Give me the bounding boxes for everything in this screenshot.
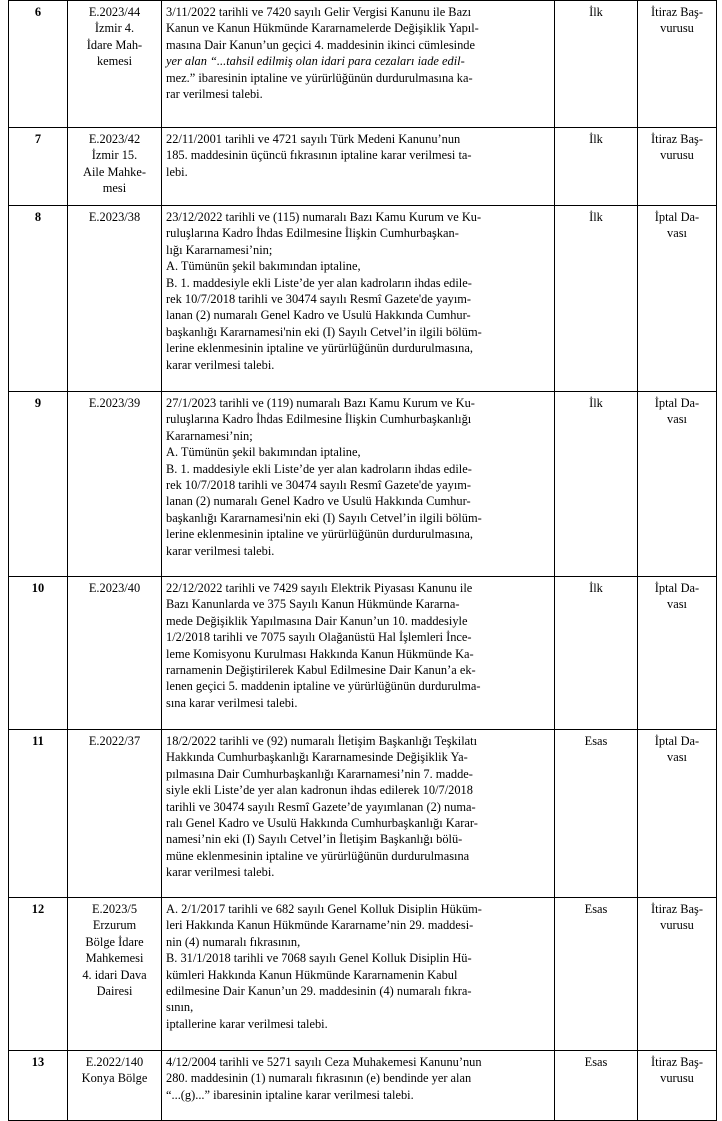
case-subject <box>162 1051 555 1121</box>
subject-line: A. Tümünün şekil bakımından iptaline, <box>166 445 361 460</box>
subject-line: A. 2/1/2017 tarihli ve 682 sayılı Genel Kolluk Disiplin Hüküm- <box>166 902 482 916</box>
case-type <box>638 1 717 128</box>
case-stage: Esas <box>555 730 638 898</box>
case-stage: İlk <box>555 1 638 128</box>
case-number <box>68 392 162 577</box>
subject-line: sına karar verilmesi talebi. <box>166 695 298 710</box>
subject-line: 18/2/2022 tarihli ve (92) numaralı İletişim Başkanlığı Teşkilatı <box>166 734 478 748</box>
case-number-line: E.2023/39 <box>88 396 141 410</box>
subject-line: siyle ekli Liste’de yer alan kadronun ihdas edilerek 10/7/2018 <box>166 783 473 798</box>
case-type-line: vurusu <box>660 148 694 163</box>
subject-line: rek 10/7/2018 tarihli ve 30474 sayılı Resmî Gazete'de yayım- <box>166 292 472 307</box>
case-number-line: Dairesi <box>96 984 133 999</box>
case-stage: Esas <box>555 1051 638 1121</box>
case-subject <box>162 898 555 1051</box>
case-number <box>68 1051 162 1121</box>
subject-line: ralı Genel Kadro ve Usulü Hakkında Cumhurbaşkanlığı Karar- <box>166 816 478 831</box>
case-type <box>638 392 717 577</box>
subject-line: “...(g)...” ibaresinin iptaline karar verilmesi talebi. <box>166 1087 414 1102</box>
subject-line: lanan (2) numaralı Genel Kadro ve Usulü Hakkında Cumhur- <box>166 494 471 509</box>
subject-line: rek 10/7/2018 tarihli ve 30474 sayılı Resmî Gazete'de yayım- <box>166 478 472 493</box>
case-type <box>638 128 717 206</box>
subject-line: lerine eklenmesinin iptaline ve yürürlüğünün durdurulmasına, <box>166 527 473 542</box>
table-row <box>9 898 717 1051</box>
case-type <box>638 206 717 392</box>
row-number: 6 <box>9 1 68 128</box>
subject-line: başkanlığı Kararnamesi'nin eki (I) Sayılı Cetvel’in ilgili bölüm- <box>166 324 482 339</box>
case-docket-table <box>8 0 717 1121</box>
case-number <box>68 577 162 730</box>
subject-line: mede Değişiklik Yapılmasına Dair Kanun’un 10. maddesiyle <box>166 613 468 628</box>
subject-line: Hakkında Cumhurbaşkanlığı Kararnamesinde Değişiklik Ya- <box>166 750 468 765</box>
subject-line: Bazı Kanunlarda ve 375 Sayılı Kanun Hükmünde Kararna- <box>166 597 460 612</box>
case-number-line: İzmir 4. <box>94 21 135 36</box>
subject-line: başkanlığı Kararnamesi'nin eki (I) Sayılı Cetvel’in ilgili bölüm- <box>166 510 482 525</box>
case-number-line: E.2023/40 <box>88 581 141 595</box>
row-number: 8 <box>9 206 68 392</box>
table-row <box>9 128 717 206</box>
case-subject <box>162 1 555 128</box>
table-row <box>9 1 717 128</box>
subject-line: müne eklenmesinin iptaline ve yürürlüğünün durdurulmasına <box>166 848 470 863</box>
case-number-line: Erzurum <box>92 918 137 933</box>
case-stage: İlk <box>555 577 638 730</box>
case-number-line: E.2022/140 <box>85 1055 144 1069</box>
case-number-line: 4. idari Dava <box>82 967 147 982</box>
subject-line: iptallerine karar verilmesi talebi. <box>166 1016 328 1031</box>
subject-line: lebi. <box>166 164 188 179</box>
subject-line: namesi’nin eki (I) Sayılı Cetvel’in İletişim Başkanlığı bölü- <box>166 832 463 847</box>
subject-line: leri Hakkında Kanun Hükmünde Kararname’nin 29. maddesi- <box>166 918 474 933</box>
case-subject <box>162 577 555 730</box>
case-number <box>68 730 162 898</box>
subject-line: leme Komisyonu Kurulması Hakkında Kanun Hükmünde Ka- <box>166 646 474 661</box>
subject-line-italic: yer alan “...tahsil edilmiş olan idari para cezaları iade edil- <box>166 54 465 69</box>
case-stage: İlk <box>555 206 638 392</box>
case-type-line: İptal Da- <box>654 581 700 595</box>
case-type <box>638 577 717 730</box>
case-number <box>68 898 162 1051</box>
case-number-line: İdare Mah- <box>86 37 143 52</box>
subject-line: rarnamenin Değiştirilerek Kabul Edilmesine Dair Kanun’a ek- <box>166 663 476 678</box>
case-type-line: vurusu <box>660 21 694 36</box>
case-number-line: E.2023/44 <box>88 5 141 19</box>
case-number <box>68 206 162 392</box>
subject-line: lerine eklenmesinin iptaline ve yürürlüğünün durdurulmasına, <box>166 341 473 356</box>
subject-line: Kanun ve Kanun Hükmünde Kararnamelerde Değişiklik Yapıl- <box>166 21 479 36</box>
case-number-line: E.2023/5 <box>91 902 138 916</box>
subject-line: karar verilmesi talebi. <box>166 543 275 558</box>
case-stage: İlk <box>555 392 638 577</box>
subject-line: A. Tümünün şekil bakımından iptaline, <box>166 259 361 274</box>
subject-line: B. 1. maddesiyle ekli Liste’de yer alan kadroların ihdas edile- <box>166 461 472 476</box>
table-row <box>9 392 717 577</box>
subject-line: ruluşlarına Kadro İhdas Edilmesine İlişkin Cumhurbaşkanlığı <box>166 412 472 427</box>
subject-line: tarihli ve 30474 sayılı Resmî Gazete’de yayımlanan (2) numa- <box>166 799 476 814</box>
case-number-line: İzmir 15. <box>91 148 138 163</box>
subject-line: B. 31/1/2018 tarihli ve 7068 sayılı Genel Kolluk Disiplin Hü- <box>166 951 472 966</box>
case-number-line: Aile Mahke- <box>83 164 146 179</box>
case-number-line: kemesi <box>96 54 133 69</box>
case-number-line: Bölge İdare <box>85 934 144 949</box>
case-number-line: mesi <box>102 181 127 196</box>
subject-line: nin (4) numaralı fıkrasının, <box>166 934 301 949</box>
subject-line: masına Dair Kanun’un geçici 4. maddesinin ikinci cümlesinde <box>166 37 475 52</box>
subject-line: sının, <box>166 1000 194 1015</box>
row-number: 9 <box>9 392 68 577</box>
row-number: 11 <box>9 730 68 898</box>
subject-line: ruluşlarına Kadro İhdas Edilmesine İlişkin Cumhurbaşkan- <box>166 226 459 241</box>
case-number <box>68 1 162 128</box>
case-subject <box>162 392 555 577</box>
subject-line: 22/12/2022 tarihli ve 7429 sayılı Elektrik Piyasası Kanunu ile <box>166 581 473 595</box>
subject-line: 185. maddesinin üçüncü fıkrasının iptaline karar verilmesi ta- <box>166 148 472 163</box>
subject-line: 23/12/2022 tarihli ve (115) numaralı Bazı Kamu Kurum ve Ku- <box>166 210 482 224</box>
subject-line: 4/12/2004 tarihli ve 5271 sayılı Ceza Muhakemesi Kanunu’nun <box>166 1055 482 1069</box>
table-row <box>9 1051 717 1121</box>
case-type-line: vurusu <box>660 1071 694 1086</box>
case-type-line: vası <box>667 750 687 765</box>
subject-line: karar verilmesi talebi. <box>166 865 275 880</box>
case-number-line: Konya Bölge <box>81 1071 148 1086</box>
case-type <box>638 898 717 1051</box>
subject-line: lığı Kararnamesi’nin; <box>166 242 273 257</box>
row-number: 13 <box>9 1051 68 1121</box>
case-type-line: vası <box>667 597 687 612</box>
case-stage: Esas <box>555 898 638 1051</box>
case-type <box>638 730 717 898</box>
subject-line: B. 1. maddesiyle ekli Liste’de yer alan kadroların ihdas edile- <box>166 275 472 290</box>
case-type-line: İtiraz Baş- <box>651 902 703 916</box>
subject-line: lanan (2) numaralı Genel Kadro ve Usulü Hakkında Cumhur- <box>166 308 471 323</box>
case-subject <box>162 206 555 392</box>
case-subject <box>162 128 555 206</box>
row-number: 7 <box>9 128 68 206</box>
subject-line: 22/11/2001 tarihli ve 4721 sayılı Türk Medeni Kanunu’nun <box>166 132 461 146</box>
table-row <box>9 206 717 392</box>
subject-line: karar verilmesi talebi. <box>166 357 275 372</box>
case-docket-body <box>9 1 717 1121</box>
case-number-line: Mahkemesi <box>85 951 144 966</box>
table-row <box>9 577 717 730</box>
subject-line: pılmasına Dair Cumhurbaşkanlığı Kararnamesi’nin 7. madde- <box>166 766 473 781</box>
case-type <box>638 1051 717 1121</box>
case-type-line: İtiraz Baş- <box>651 5 703 19</box>
case-number-line: E.2023/38 <box>88 210 141 224</box>
row-number: 12 <box>9 898 68 1051</box>
subject-line: 3/11/2022 tarihli ve 7420 sayılı Gelir Vergisi Kanunu ile Bazı <box>166 5 472 19</box>
subject-line: kümleri Hakkında Kanun Hükmünde Kararnamenin Kabul <box>166 967 458 982</box>
row-number: 10 <box>9 577 68 730</box>
subject-line: mez.” ibaresinin iptaline ve yürürlüğünün durdurulmasına ka- <box>166 70 473 85</box>
subject-line: Kararnamesi’nin; <box>166 428 253 443</box>
case-number <box>68 128 162 206</box>
case-type-line: İtiraz Baş- <box>651 1055 703 1069</box>
case-stage: İlk <box>555 128 638 206</box>
case-type-line: İptal Da- <box>654 396 700 410</box>
subject-line: rar verilmesi talebi. <box>166 87 263 102</box>
case-type-line: İptal Da- <box>654 734 700 748</box>
case-number-line: E.2022/37 <box>88 734 141 748</box>
table-row <box>9 730 717 898</box>
case-type-line: İptal Da- <box>654 210 700 224</box>
subject-line: edilmesine Dair Kanun’un 29. maddesinin (4) numaralı fıkra- <box>166 984 472 999</box>
subject-line: 1/2/2018 tarihli ve 7075 sayılı Olağanüstü Hal İşlemleri İnce- <box>166 630 472 645</box>
case-type-line: vurusu <box>660 918 694 933</box>
subject-line: 280. maddesinin (1) numaralı fıkrasının (e) bendinde yer alan <box>166 1071 472 1086</box>
subject-line: 27/1/2023 tarihli ve (119) numaralı Bazı Kamu Kurum ve Ku- <box>166 396 475 410</box>
case-subject <box>162 730 555 898</box>
case-type-line: İtiraz Baş- <box>651 132 703 146</box>
case-type-line: vası <box>667 412 687 427</box>
subject-line: lenen geçici 5. maddenin iptaline ve yürürlüğünün durdurulma- <box>166 679 481 694</box>
case-type-line: vası <box>667 226 687 241</box>
case-number-line: E.2023/42 <box>88 132 141 146</box>
